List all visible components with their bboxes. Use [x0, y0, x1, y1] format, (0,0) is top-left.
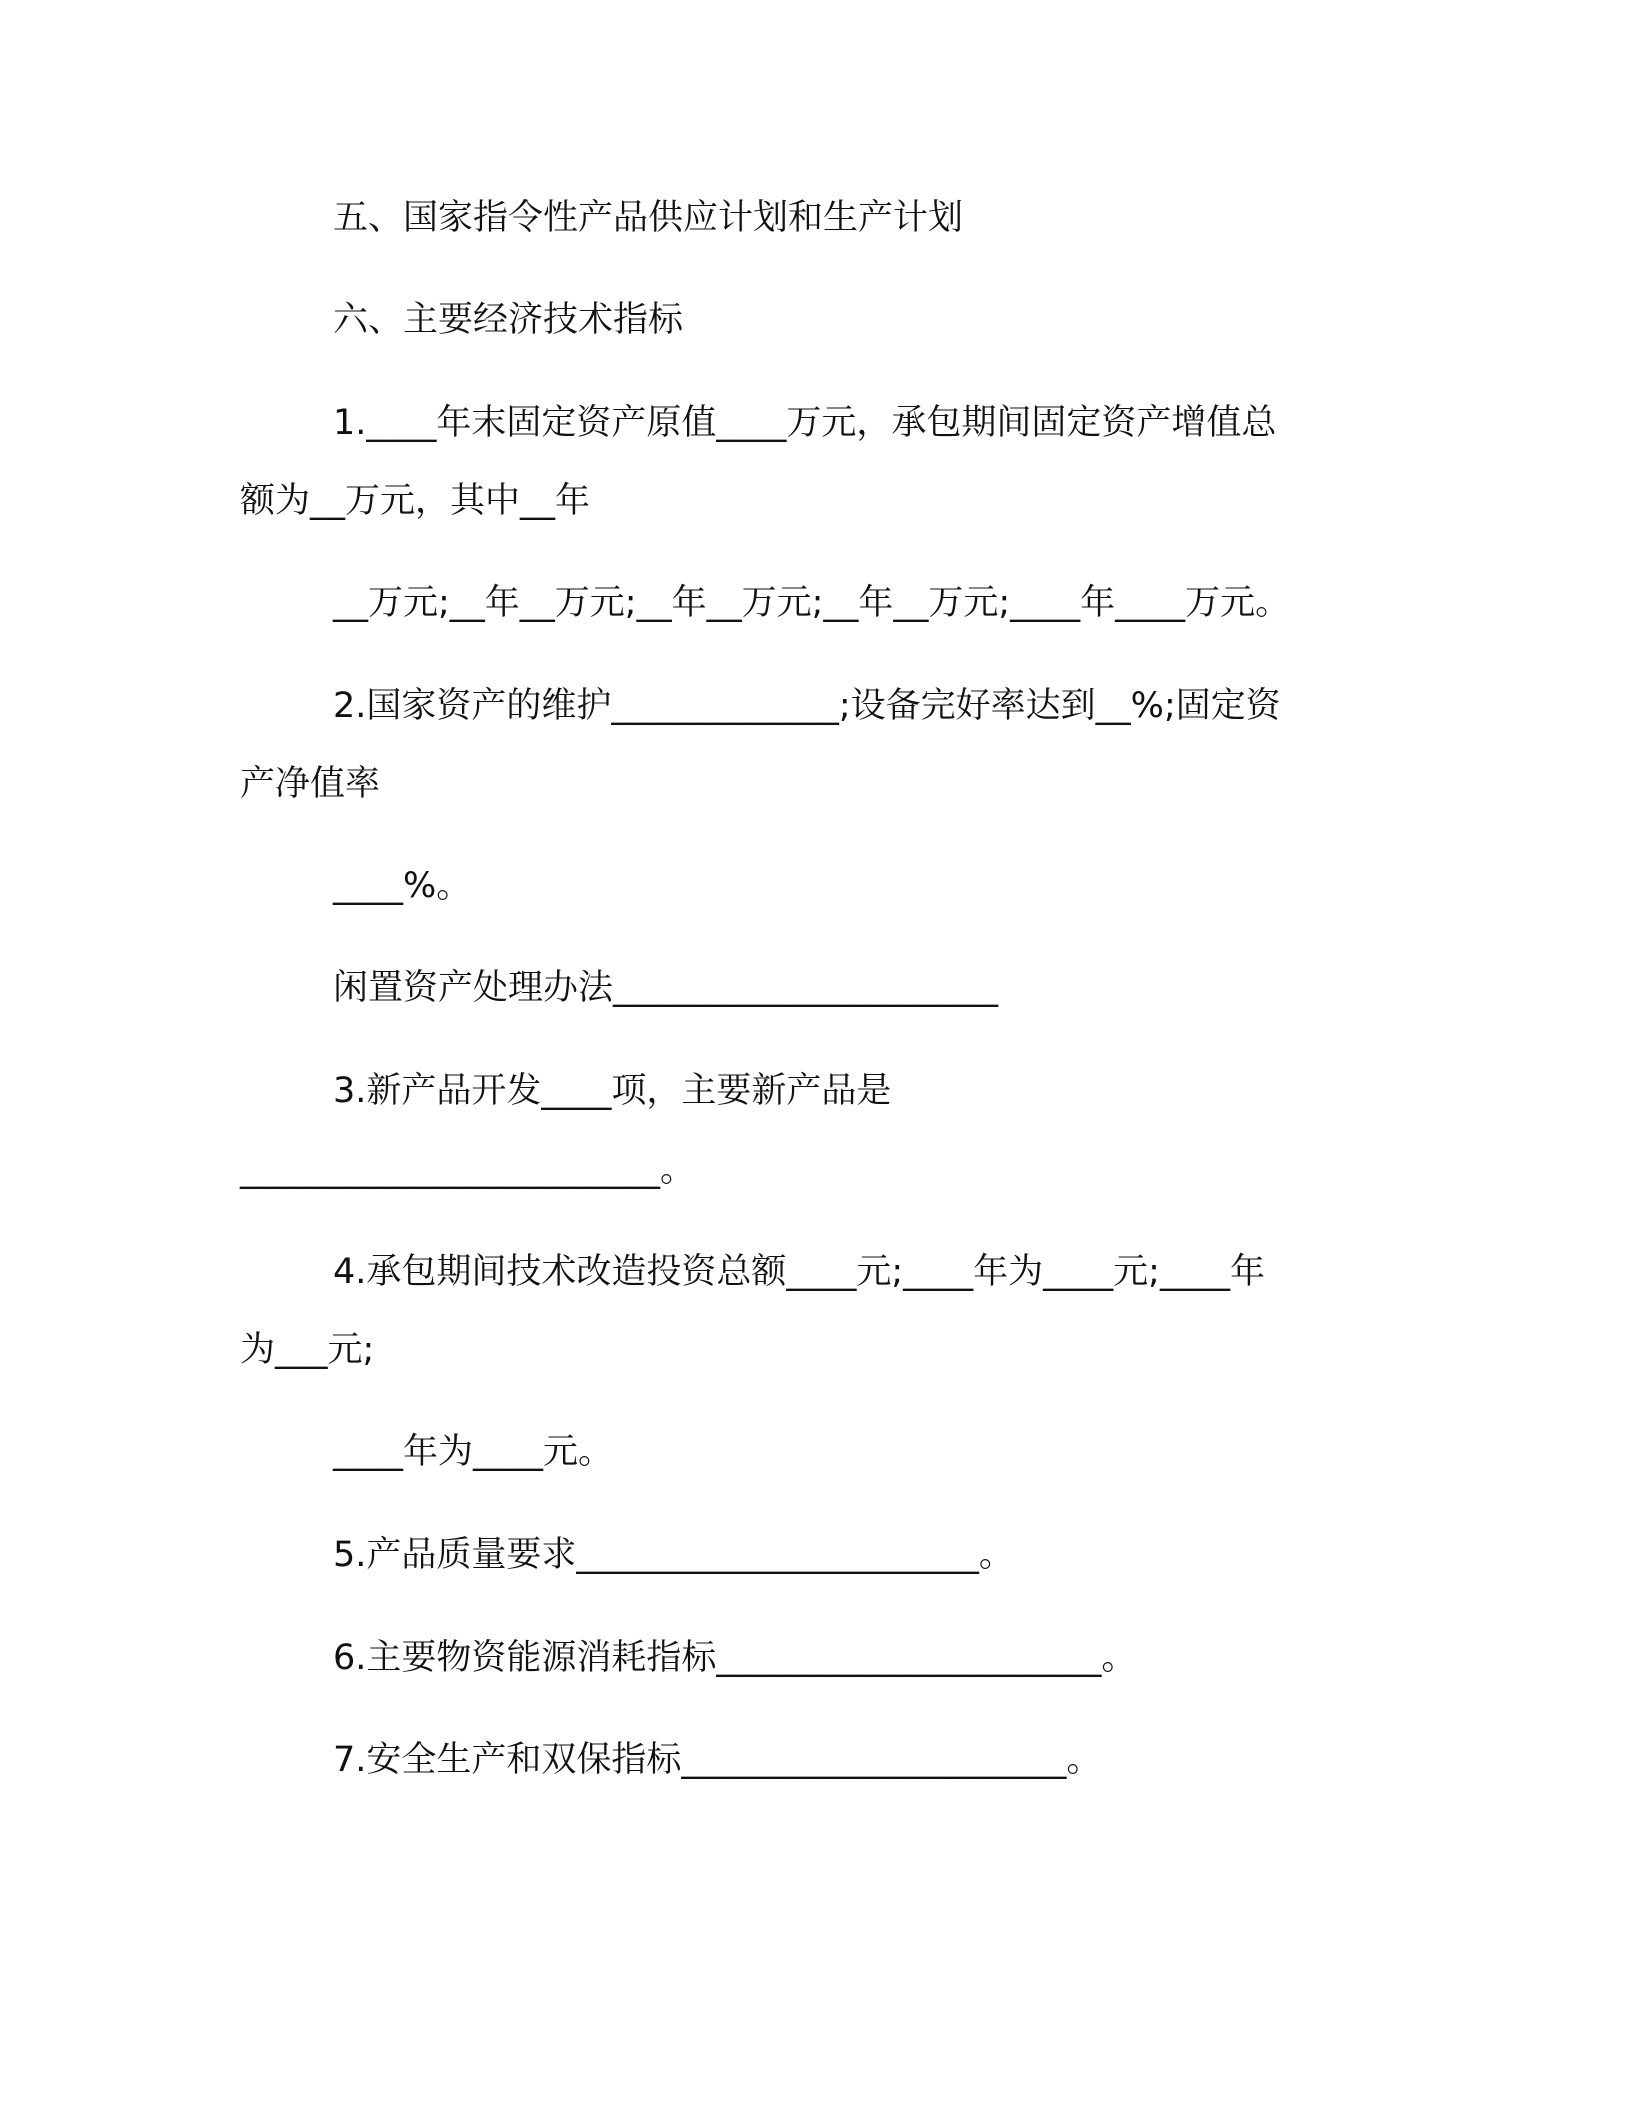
- item7-line: 7.安全生产和双保指标______________________。: [333, 1740, 1102, 1780]
- item1-line2: 额为__万元，其中__年: [240, 481, 591, 521]
- item4-line3: ____年为____元。: [333, 1432, 614, 1472]
- item6-line: 6.主要物资能源消耗指标______________________。: [333, 1638, 1137, 1678]
- idle-assets-line: 闲置资产处理办法______________________: [333, 968, 999, 1008]
- section6-heading: 六、主要经济技术指标: [333, 300, 684, 340]
- section5-heading: 五、国家指令性产品供应计划和生产计划: [333, 198, 964, 238]
- item2-line1: 2.国家资产的维护_____________;设备完好率达到__%;固定资: [333, 686, 1281, 726]
- item4-line1: 4.承包期间技术改造投资总额____元;____年为____元;____年: [333, 1252, 1265, 1292]
- item5-line: 5.产品质量要求_______________________。: [333, 1535, 1014, 1575]
- item4-line2: 为___元;: [240, 1330, 375, 1370]
- item2-line3: ____%。: [333, 866, 472, 906]
- item3-line1: 3.新产品开发____项，主要新产品是: [333, 1071, 892, 1111]
- item1-line3: __万元;__年__万元;__年__万元;__年__万元;____年____万元。: [333, 583, 1291, 623]
- item3-line2: ________________________。: [240, 1150, 696, 1190]
- item1-line1: 1.____年末固定资产原值____万元，承包期间固定资产增值总: [333, 403, 1277, 443]
- item2-line2: 产净值率: [240, 764, 381, 804]
